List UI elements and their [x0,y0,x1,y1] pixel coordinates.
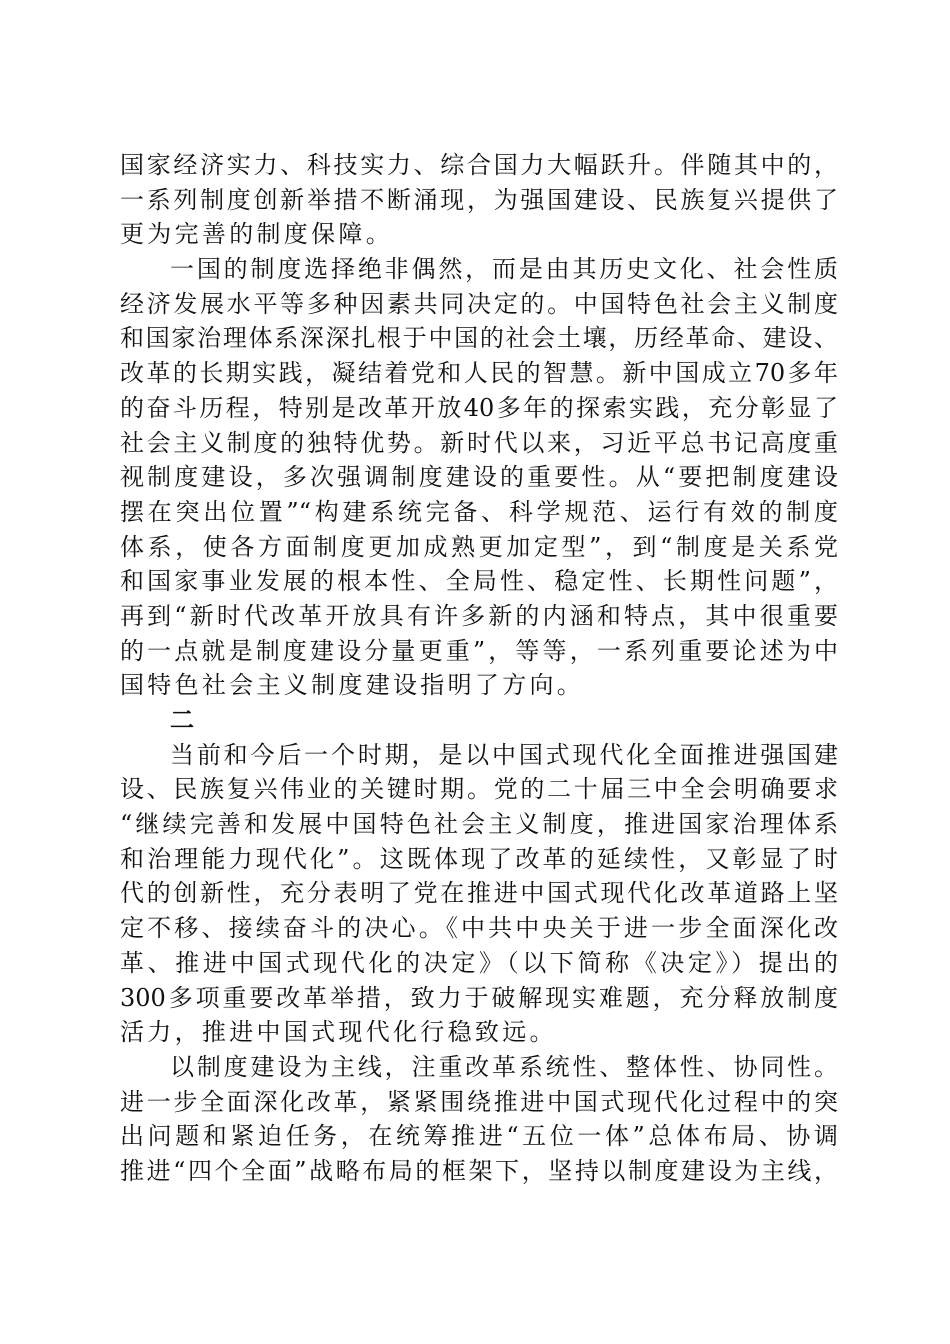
text-line: 当前和今后一个时期，是以中国式现代化全面推进强国建 [170,740,838,769]
text-line: 视制度建设，多次强调制度建设的重要性。从“要把制度建设 [120,463,838,492]
text-line: 社会主义制度的独特优势。新时代以来，习近平总书记高度重 [120,428,838,457]
text-line: 一系列制度创新举措不断涌现，为强国建设、民族复兴提供了 [120,185,838,214]
text-line: 代的创新性，充分表明了党在推进中国式现代化改革道路上坚 [120,879,838,908]
text-line: 再到“新时代改革开放具有许多新的内涵和特点，其中很重要 [120,601,838,630]
section-heading: 二 [170,705,198,734]
text-line: 国家经济实力、科技实力、综合国力大幅跃升。伴随其中的， [120,151,838,179]
text-line: 进一步全面深化改革，紧紧围绕推进中国式现代化过程中的突 [120,1087,838,1116]
text-line: 国特色社会主义制度建设指明了方向。 [120,671,585,700]
text-line: 和治理能力现代化”。这既体现了改革的延续性，又彰显了时 [120,844,838,873]
text-line: 以制度建设为主线，注重改革系统性、整体性、协同性。 [170,1052,838,1081]
text-line: 改革的长期实践，凝结着党和人民的智慧。新中国成立70多年 [120,359,838,388]
text-line: 和国家事业发展的根本性、全局性、稳定性、长期性问题”， [120,567,838,596]
text-line: 活力，推进中国式现代化行稳致远。 [120,1018,557,1047]
text-line: 300多项重要改革举措，致力于破解现实难题，充分释放制度 [120,983,838,1012]
text-line: 推进“四个全面”战略布局的框架下，坚持以制度建设为主线， [120,1156,838,1185]
document-body [120,148,838,1189]
text-line: 出问题和紧迫任务，在统筹推进“五位一体”总体布局、协调 [120,1122,838,1151]
text-line: 更为完善的制度保障。 [120,220,393,249]
text-line: 经济发展水平等多种因素共同决定的。中国特色社会主义制度 [120,289,838,318]
text-line: 和国家治理体系深深扎根于中国的社会土壤，历经革命、建设、 [120,324,838,353]
text-line: 体系，使各方面制度更加成熟更加定型”，到“制度是关系党 [120,532,838,561]
text-line: 的一点就是制度建设分量更重”，等等，一系列重要论述为中 [120,636,838,665]
text-line: 的奋斗历程，特别是改革开放40多年的探索实践，充分彰显了 [120,393,838,422]
text-line: “继续完善和发展中国特色社会主义制度，推进国家治理体系 [120,810,838,839]
text-line: 革、推进中国式现代化的决定》（以下简称《决定》）提出的 [120,948,838,977]
text-line: 定不移、接续奋斗的决心。《中共中央关于进一步全面深化改 [120,914,838,943]
text-line: 一国的制度选择绝非偶然，而是由其历史文化、社会性质 [170,255,838,284]
text-line: 摆在突出位置”“构建系统完备、科学规范、运行有效的制度 [120,497,838,526]
text-line: 设、民族复兴伟业的关键时期。党的二十届三中全会明确要求 [120,775,838,804]
